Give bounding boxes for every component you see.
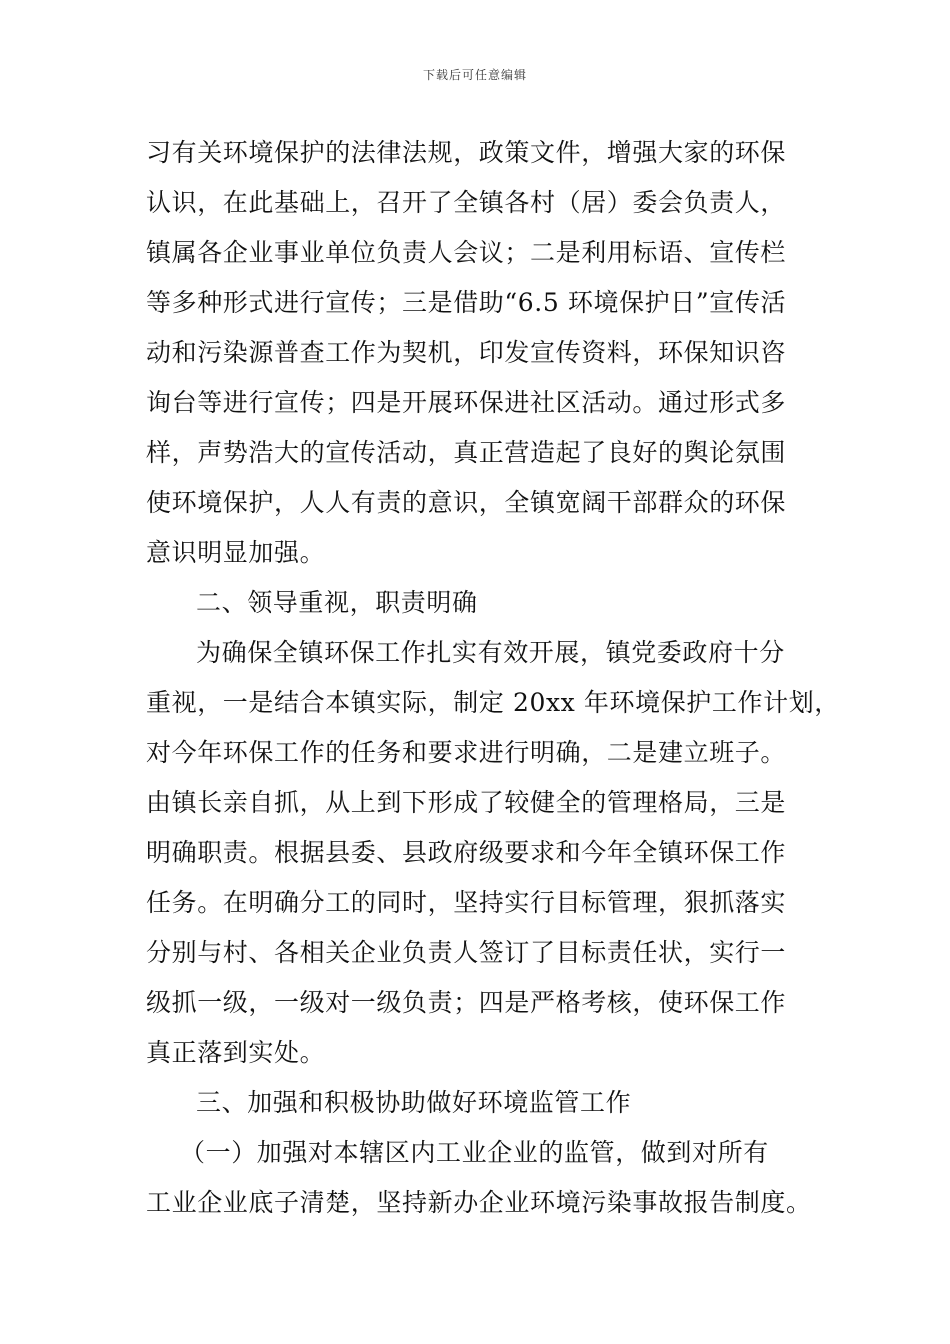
text-line: 意识明显加强。 <box>146 538 326 567</box>
text-line: 重视，一是结合本镇实际，制定 20xx 年环境保护工作计划， <box>146 688 840 717</box>
subsection-line: （一）加强对本辖区内工业企业的监管，做到对所有 <box>180 1138 769 1167</box>
text-line: 等多种形式进行宣传；三是借助“6.5 环境保护日”宣传活 <box>146 288 787 317</box>
text-line: 为确保全镇环保工作扎实有效开展，镇党委政府十分 <box>196 638 785 667</box>
text-line: 使环境保护，人人有责的意识，全镇宽阔干部群众的环保 <box>146 488 787 517</box>
section-heading: 二、领导重视，职责明确 <box>196 588 478 617</box>
page-header: 下载后可任意编辑 <box>422 68 527 82</box>
document-body <box>146 128 840 1228</box>
text-line: 分别与村、各相关企业负责人签订了目标责任状，实行一 <box>146 938 787 967</box>
text-line: 认识，在此基础上，召开了全镇各村（居）委会负责人， <box>146 188 787 217</box>
text-line: 询台等进行宣传；四是开展环保进社区活动。通过形式多 <box>146 388 787 417</box>
text-line: 级抓一级，一级对一级负责；四是严格考核，使环保工作 <box>146 988 787 1017</box>
text-line: 样，声势浩大的宣传活动，真正营造起了良好的舆论氛围 <box>146 438 787 467</box>
text-line: 工业企业底子清楚，坚持新办企业环境污染事故报告制度。 <box>146 1188 812 1217</box>
text-line: 对今年环保工作的任务和要求进行明确，二是建立班子。 <box>146 738 787 767</box>
text-line: 由镇长亲自抓，从上到下形成了较健全的管理格局，三是 <box>146 788 787 817</box>
text-line: 真正落到实处。 <box>146 1038 326 1067</box>
text-line: 动和污染源普查工作为契机，印发宣传资料，环保知识咨 <box>146 338 787 367</box>
text-line: 镇属各企业事业单位负责人会议；二是利用标语、宣传栏 <box>146 238 787 267</box>
text-line: 任务。在明确分工的同时，坚持实行目标管理，狠抓落实 <box>146 888 787 917</box>
text-line: 习有关环境保护的法律法规，政策文件，增强大家的环保 <box>146 138 787 167</box>
section-heading: 三、加强和积极协助做好环境监管工作 <box>196 1088 632 1117</box>
text-line: 明确职责。根据县委、县政府级要求和今年全镇环保工作 <box>146 838 787 867</box>
